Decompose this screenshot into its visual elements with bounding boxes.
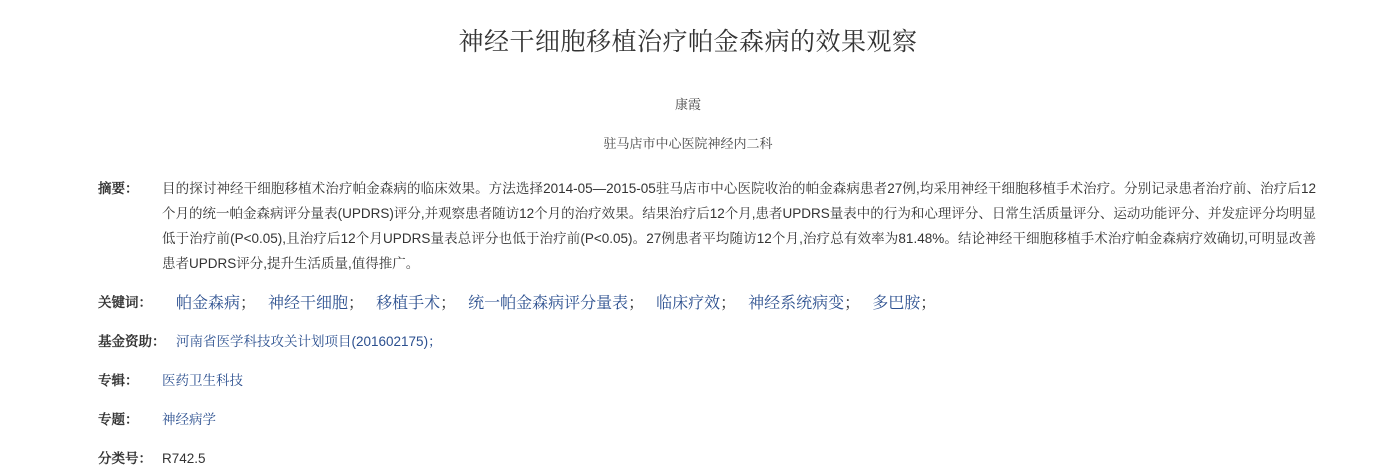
keyword-separator: ； (920, 295, 937, 312)
funding-row (98, 329, 1316, 354)
series-value[interactable]: 医药卫生科技 (162, 373, 243, 388)
keyword-item[interactable]: 移植手术 (376, 295, 441, 312)
classification-value: R742.5 (162, 451, 206, 466)
abstract-label: 摘要： (98, 181, 139, 196)
keyword-separator: ； (720, 295, 737, 312)
keyword-item[interactable]: 神经系统病变 (748, 295, 845, 312)
keyword-item[interactable]: 帕金森病 (176, 295, 241, 312)
keyword-separator: ； (628, 295, 645, 312)
series-label: 专辑： (98, 373, 139, 388)
abstract-text: 目的探讨神经干细胞移植术治疗帕金森病的临床效果。方法选择2014-05—2015-05驻马店市中心医院收治的帕金森病患者27例,均采用神经干细胞移植手术治疗。分别记录患者治疗前、治疗后12个月的统一帕金森病评分量表(UPDRS)评分,并观察患者随访12个月的治疗效果。结果治疗后12个月,患者UPDRS量表中的行为和心理评分、日常生活质量评分、运动功能评分、并发症评分均明显低于治疗前(P<0.05),且治疗后12个月UPDRS量表总评分也低于治疗前(P<0.05)。27例患者平均随访12个月,治疗总有效率为81.48%。结论神经干细胞移植手术治疗帕金森病疗效确切,可明显改善患者UPDRS评分,提升生活质量,值得推广。 (162, 181, 1316, 271)
keywords-label: 关键词： (98, 295, 152, 310)
series-row (98, 368, 1316, 393)
keywords-row (98, 290, 1316, 315)
keyword-separator: ； (348, 295, 365, 312)
classification-row (98, 446, 1316, 471)
keyword-item[interactable]: 统一帕金森病评分量表 (468, 295, 629, 312)
keyword-separator: ； (240, 295, 257, 312)
funding-value[interactable]: 河南省医学科技攻关计划项目(201602175)； (176, 334, 442, 349)
page-title: 神经干细胞移植治疗帕金森病的效果观察 (458, 28, 918, 56)
abstract-row (98, 176, 1316, 276)
topic-value[interactable]: 神经病学 (162, 412, 216, 427)
topic-label: 专题： (98, 412, 139, 427)
keyword-item[interactable]: 神经干细胞 (268, 295, 349, 312)
author-name: 康霞 (674, 97, 701, 112)
author-affiliation: 驻马店市中心医院神经内二科 (603, 136, 773, 151)
topic-row (98, 407, 1316, 432)
keyword-item[interactable]: 临床疗效 (656, 295, 721, 312)
metadata-block (0, 176, 1376, 471)
keyword-item[interactable]: 多巴胺 (872, 295, 921, 312)
funding-label: 基金资助： (98, 334, 166, 349)
keyword-separator: ； (844, 295, 861, 312)
keywords-list (176, 290, 948, 313)
classification-label: 分类号： (98, 451, 152, 466)
keyword-separator: ； (440, 295, 457, 312)
